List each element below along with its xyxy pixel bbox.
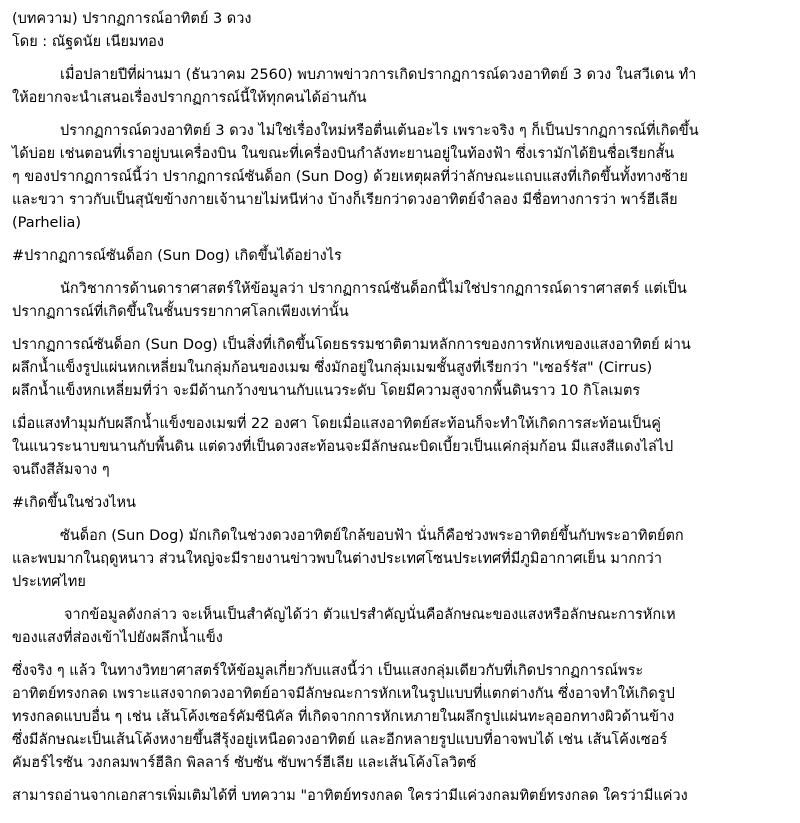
text-line: ซึ่งจริง ๆ แล้ว ในทางวิทยาศาสตร์ให้ข้อมูลเกี่ยวกับแสงนี้ว่า เป็นแสงกลุ่มเดียวกับที่เกิดปรากฏการณ์พระ <box>12 663 644 679</box>
paragraph-timing <box>12 525 788 594</box>
text-line: ซึ่งมีลักษณะเป็นเส้นโค้งหงายขึ้นสีรุ้งอยู่เหนือดวงอาทิตย์ และอีกหลายรูปแบบที่อาจพบได้ เช่น เส้นโค้งเซอร์ <box>12 732 668 748</box>
text-line: ประเทศไทย <box>12 574 86 590</box>
text-line: ปรากฏการณ์ที่เกิดขึ้นในชั้นบรรยากาศโลกเพียงเท่านั้น <box>12 304 349 320</box>
section-heading-how <box>12 245 788 268</box>
text-line: ได้บ่อย เช่นตอนที่เราอยู่บนเครื่องบิน ในขณะที่เครื่องบินกำลังทะยานอยู่ในท้องฟ้า ซึ่งเรามักได้ยินชื่อเรียกสั้น <box>12 146 675 162</box>
article-title: (บทความ) ปรากฏการณ์อาทิตย์ 3 ดวง <box>12 11 252 27</box>
text-line: และขวา ราวกับเป็นสุนัขข้างกายเจ้านายไม่หนีห่าง บ้างก็เรียกว่าดวงอาทิตย์จำลอง มีชื่อทางการว่า พาร์ฮีเลีย <box>12 192 678 208</box>
text-line: นักวิชาการด้านดาราศาสตร์ให้ข้อมูลว่า ปรากฏการณ์ซันด็อกนี้ไม่ใช่ปรากฏการณ์ดาราศาสตร์ แต่เป็น <box>60 281 687 297</box>
text-line: จนถึงสีส้มจาง ๆ <box>12 462 110 478</box>
section-heading-when <box>12 492 788 515</box>
paragraph-summary <box>12 604 788 650</box>
text-line: เมื่อปลายปีที่ผ่านมา (ธันวาคม 2560) พบภาพข่าวการเกิดปรากฏการณ์ดวงอาทิตย์ 3 ดวง ในสวีเดน ทำ <box>60 67 697 83</box>
paragraph-intro <box>12 64 788 110</box>
hashtag-heading: #เกิดขึ้นในช่วงไหน <box>12 495 136 511</box>
article-author: โดย : ณัฐดนัย เนียมทอง <box>12 34 164 50</box>
text-line: จากข้อมูลดังกล่าว จะเห็นเป็นสำคัญได้ว่า ตัวแปรสำคัญนั่นคือลักษณะของแสงหรือลักษณะการหักเห <box>64 607 676 623</box>
text-line: อาทิตย์ทรงกลด เพราะแสงจากดวงอาทิตย์อาจมีลักษณะการหักเหในรูปแบบที่แตกต่างกัน ซึ่งอาจทำให้เกิดรูป <box>12 686 675 702</box>
text-line: สามารถอ่านจากเอกสารเพิ่มเติมได้ที่ บทความ "อาทิตย์ทรงกลด ใครว่ามีแค่วงกลมทิตย์ทรงกลด ใครว่ามีแค่วง <box>12 788 688 804</box>
text-line: ซันด็อก (Sun Dog) มักเกิดในช่วงดวงอาทิตย์ใกล้ขอบฟ้า นั่นก็คือช่วงพระอาทิตย์ขึ้นกับพระอาทิตย์ตก <box>60 528 684 544</box>
text-line: คัมฮร์ไรซัน วงกลมพาร์ฮีลิก พิลลาร์ ซับซัน ซับพาร์ฮีเลีย และเส้นโค้งโลวิตซ์ <box>12 755 477 771</box>
paragraph-halo <box>12 660 788 775</box>
text-line: และพบมากในฤดูหนาว ส่วนใหญ่จะมีรายงานข่าวพบในต่างประเทศโซนประเทศที่มีภูมิอากาศเย็น มากกว่า <box>12 551 662 567</box>
text-line: ๆ ของปรากฏการณ์นี้ว่า ปรากฏการณ์ซันด็อก (Sun Dog) ด้วยเหตุผลที่ว่าลักษณะแถบแสงที่เกิดขึ้นทั้งทางซ้าย <box>12 169 688 185</box>
text-line: ของแสงที่ส่องเข้าไปยังผลึกน้ำแข็ง <box>12 630 223 646</box>
text-line: (Parhelia) <box>12 215 82 231</box>
text-line: ในแนวระนาบขนานกับพื้นดิน แต่ดวงที่เป็นดวงสะท้อนจะมีลักษณะบิดเบี้ยวเป็นแค่กลุ่มก้อน มีแสงสีแดงไล่ไป <box>12 439 674 455</box>
paragraph-refraction <box>12 334 788 403</box>
text-line: ผลึกน้ำแข็งรูปแผ่นหกเหลี่ยมในกลุ่มก้อนของเมฆ ซึ่งมักอยู่ในกลุ่มเมฆชั้นสูงที่เรียกว่า "เซอร์รัส" (Cirrus) <box>12 360 653 376</box>
paragraph-angle <box>12 413 788 482</box>
paragraph-further-reading <box>12 785 788 808</box>
text-line: ให้อยากจะนำเสนอเรื่องปรากฏการณ์นี้ให้ทุกคนได้อ่านกัน <box>12 90 367 106</box>
text-line: ทรงกลดแบบอื่น ๆ เช่น เส้นโค้งเซอร์คัมซีนิคัล ที่เกิดจากการหักเหภายในผลึกรูปแผ่นทะลุออกทางผิวด้านข้าง <box>12 709 675 725</box>
text-line: ผลึกน้ำแข็งหกเหลี่ยมที่ว่า จะมีด้านกว้างขนานกับแนวระดับ โดยมีความสูงจากพื้นดินราว 10 กิโลเมตร <box>12 383 641 399</box>
text-line: ปรากฏการณ์ซันด็อก (Sun Dog) เป็นสิ่งที่เกิดขึ้นโดยธรรมชาติตามหลักการของการหักเหของแสงอาทิตย์ ผ่าน <box>12 337 691 353</box>
hashtag-heading: #ปรากฏการณ์ซันด็อก (Sun Dog) เกิดขึ้นได้อย่างไร <box>12 248 342 264</box>
paragraph-sun-dog-overview <box>12 120 788 235</box>
text-line: เมื่อแสงทำมุมกับผลึกน้ำแข็งของเมฆที่ 22 องศา โดยเมื่อแสงอาทิตย์สะท้อนก็จะทำให้เกิดการสะท้อนเป็นคู่ <box>12 416 661 432</box>
paragraph-expert-info <box>12 278 788 324</box>
text-line: ปรากฏการณ์ดวงอาทิตย์ 3 ดวง ไม่ใช่เรื่องใหม่หรือตื่นเต้นอะไร เพราะจริง ๆ ก็เป็นปรากฏการณ์ที่เกิดขึ้น <box>60 123 699 139</box>
